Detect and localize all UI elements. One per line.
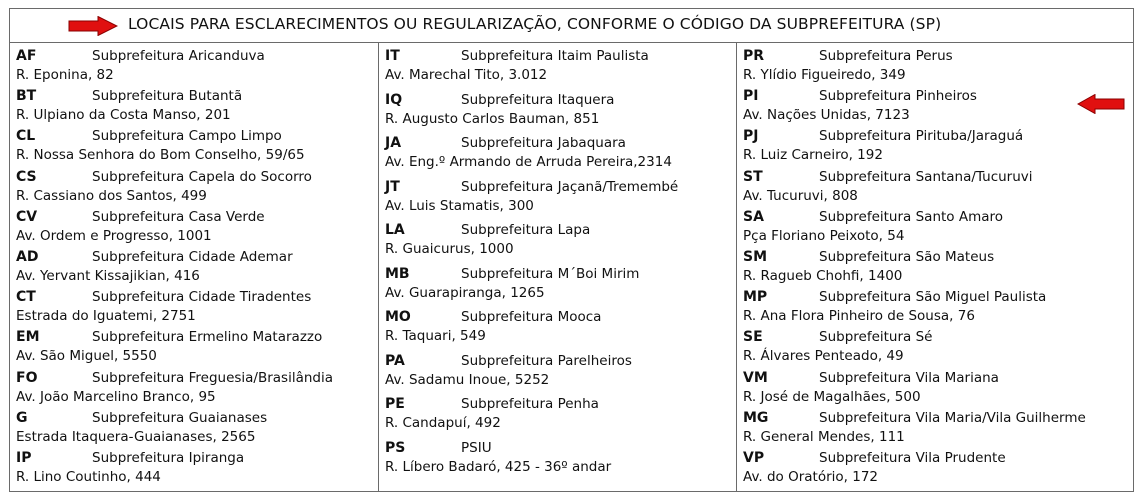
subprefeitura-name: Subprefeitura Vila Maria/Vila Guilherme: [819, 409, 1086, 426]
list-item: [16, 88, 378, 128]
subprefeitura-name: Subprefeitura Lapa: [461, 222, 591, 238]
subprefeitura-code: SA: [743, 208, 764, 225]
subprefeitura-code: VM: [743, 369, 768, 386]
list-item: [385, 266, 736, 306]
subprefeitura-code: AD: [16, 249, 39, 265]
list-item: [385, 179, 736, 219]
list-item: [743, 209, 1133, 249]
subprefeitura-code: JA: [385, 135, 402, 151]
subprefeitura-address: R. General Mendes, 111: [743, 428, 905, 445]
subprefeitura-code: PJ: [743, 128, 759, 145]
subprefeitura-address: Av. Nações Unidas, 7123: [743, 107, 910, 124]
subprefeitura-code: LA: [385, 222, 405, 238]
subprefeitura-code: PI: [743, 88, 759, 105]
subprefeitura-address: Av. São Miguel, 5550: [16, 348, 157, 365]
subprefeitura-address: Av. Tucuruvi, 808: [743, 187, 858, 204]
column-3: [737, 43, 1133, 491]
subprefeitura-address: Av. Sadamu Inoue, 5252: [385, 371, 550, 388]
subprefeitura-address: R. Ylídio Figueiredo, 349: [743, 67, 906, 83]
column-2: [379, 43, 737, 491]
subprefeitura-code: PS: [385, 439, 406, 456]
subprefeitura-address: R. Augusto Carlos Bauman, 851: [385, 110, 600, 127]
subprefeitura-code: IQ: [385, 91, 403, 108]
subprefeitura-code: MB: [385, 265, 410, 282]
subprefeitura-name: Subprefeitura Cidade Ademar: [92, 249, 293, 265]
subprefeitura-name: Subprefeitura Freguesia/Brasilândia: [92, 369, 334, 386]
subprefeitura-address: R. Ragueb Chohfi, 1400: [743, 268, 903, 284]
subprefeitura-address: R. José de Magalhães, 500: [743, 388, 921, 405]
subprefeitura-address: Pça Floriano Peixoto, 54: [743, 227, 905, 244]
subprefeitura-name: Subprefeitura São Miguel Paulista: [819, 289, 1047, 306]
subprefeitura-name: Subprefeitura Jaçanã/Tremembé: [461, 178, 679, 195]
subprefeitura-code: CT: [16, 289, 36, 306]
list-item: [743, 128, 1133, 168]
subprefeitura-address: R. Lino Coutinho, 444: [16, 469, 161, 485]
subprefeitura-name: Subprefeitura São Mateus: [819, 249, 995, 265]
subprefeitura-code: MO: [385, 309, 411, 325]
subprefeitura-name: Subprefeitura Campo Limpo: [92, 128, 282, 145]
arrow-left-icon: [1077, 94, 1125, 114]
subprefeitura-address: Av. Yervant Kissajikian, 416: [16, 268, 200, 284]
list-item: [385, 440, 736, 480]
subprefeitura-name: Subprefeitura Santana/Tucuruvi: [819, 168, 1033, 185]
subprefeitura-name: Subprefeitura Vila Prudente: [819, 450, 1006, 466]
subprefeitura-name: Subprefeitura Ermelino Matarazzo: [92, 329, 323, 346]
subprefeitura-code: SM: [743, 249, 768, 265]
subprefeitura-address: Av. João Marcelino Branco, 95: [16, 388, 216, 405]
table-title: LOCAIS PARA ESCLARECIMENTOS OU REGULARIZAÇÃO, CONFORME O CÓDIGO DA SUBPREFEITURA (SP): [128, 15, 942, 33]
subprefeitura-name: Subprefeitura Pirituba/Jaraguá: [819, 128, 1024, 145]
column-1: [10, 43, 379, 491]
subprefeitura-code: MP: [743, 289, 768, 306]
list-item: [743, 289, 1133, 329]
subprefeitura-address: Av. do Oratório, 172: [743, 469, 878, 485]
list-item: [743, 329, 1133, 369]
list-item: [385, 135, 736, 175]
subprefeitura-address: Av. Luis Stamatis, 300: [385, 197, 534, 214]
subprefeitura-address: Estrada do Iguatemi, 2751: [16, 308, 196, 325]
subprefeitura-code: SE: [743, 329, 763, 346]
subprefeitura-name: PSIU: [461, 439, 492, 456]
subprefeitura-name: Subprefeitura Itaquera: [461, 91, 615, 108]
subprefeitura-address: Av. Guarapiranga, 1265: [385, 284, 545, 301]
subprefeitura-name: Subprefeitura M´Boi Mirim: [461, 265, 640, 282]
subprefeitura-address: R. Líbero Badaró, 425 - 36º andar: [385, 458, 612, 475]
subprefeitura-code: VP: [743, 450, 765, 466]
subprefeitura-name: Subprefeitura Jabaquara: [461, 135, 626, 151]
list-item: [16, 48, 378, 88]
subprefeitura-name: Subprefeitura Perus: [819, 48, 953, 64]
list-item: [16, 249, 378, 289]
subprefeitura-name: Subprefeitura Pinheiros: [819, 88, 977, 105]
list-item: [385, 396, 736, 436]
list-item: [743, 249, 1133, 289]
list-item: [16, 450, 378, 490]
subprefeitura-name: Subprefeitura Cidade Tiradentes: [92, 289, 312, 306]
subprefeitura-code: CS: [16, 168, 37, 185]
subprefeitura-code: PA: [385, 352, 405, 369]
list-item: [16, 289, 378, 329]
subprefeitura-address: R. Nossa Senhora do Bom Conselho, 59/65: [16, 147, 305, 164]
subprefeitura-name: Subprefeitura Mooca: [461, 309, 602, 325]
list-item: [385, 309, 736, 349]
subprefeitura-code: EM: [16, 329, 40, 346]
subprefeitura-address: R. Candapuí, 492: [385, 415, 501, 431]
subprefeitura-name: Subprefeitura Santo Amaro: [819, 208, 1004, 225]
subprefeitura-address: R. Cassiano dos Santos, 499: [16, 187, 207, 204]
list-item: [16, 370, 378, 410]
subprefeitura-code: BT: [16, 88, 37, 105]
subprefeitura-address: R. Ana Flora Pinheiro de Sousa, 76: [743, 308, 975, 325]
subprefeitura-code: ST: [743, 168, 763, 185]
subprefeitura-name: Subprefeitura Guaianases: [92, 409, 268, 426]
subprefeitura-code: FO: [16, 369, 38, 386]
list-item: [743, 88, 1133, 128]
list-item: [385, 92, 736, 132]
subprefeitura-address: Av. Marechal Tito, 3.012: [385, 67, 548, 83]
subprefeitura-address: Av. Eng.º Armando de Arruda Pereira,2314: [385, 154, 672, 170]
list-item: [16, 169, 378, 209]
subprefeitura-address: R. Eponina, 82: [16, 67, 114, 83]
subprefeitura-name: Subprefeitura Parelheiros: [461, 352, 632, 369]
subprefeitura-code: IT: [385, 48, 400, 64]
list-item: [16, 209, 378, 249]
subprefeitura-address: R. Álvares Penteado, 49: [743, 348, 904, 365]
subprefeitura-address: R. Luiz Carneiro, 192: [743, 147, 883, 164]
subprefeitura-code: G: [16, 409, 28, 426]
list-item: [743, 410, 1133, 450]
list-item: [16, 128, 378, 168]
table-header: [10, 9, 1133, 43]
list-item: [743, 169, 1133, 209]
subprefeitura-address: R. Ulpiano da Costa Manso, 201: [16, 107, 231, 124]
subprefeitura-code: CL: [16, 128, 36, 145]
list-item: [16, 410, 378, 450]
list-item: [743, 450, 1133, 490]
subprefeitura-address: R. Guaicurus, 1000: [385, 241, 514, 257]
subprefeitura-code: IP: [16, 450, 32, 466]
subprefeitura-name: Subprefeitura Vila Mariana: [819, 369, 999, 386]
subprefeitura-address: Estrada Itaquera-Guaianases, 2565: [16, 428, 256, 445]
subprefeitura-code: PE: [385, 396, 405, 412]
list-item: [743, 48, 1133, 88]
subprefeitura-name: Subprefeitura Sé: [819, 329, 933, 346]
subprefeitura-code: MG: [743, 409, 769, 426]
subprefeitura-code: PR: [743, 48, 765, 64]
subprefeitura-code: AF: [16, 48, 37, 64]
subprefeitura-name: Subprefeitura Aricanduva: [92, 48, 265, 64]
subprefeitura-table: [9, 8, 1134, 492]
subprefeitura-name: Subprefeitura Penha: [461, 396, 599, 412]
list-item: [16, 329, 378, 369]
list-item: [385, 222, 736, 262]
subprefeitura-name: Subprefeitura Butantã: [92, 88, 243, 105]
subprefeitura-name: Subprefeitura Casa Verde: [92, 208, 265, 225]
subprefeitura-name: Subprefeitura Capela do Socorro: [92, 168, 312, 185]
subprefeitura-code: CV: [16, 208, 38, 225]
list-item: [743, 370, 1133, 410]
list-item: [385, 48, 736, 88]
subprefeitura-name: Subprefeitura Ipiranga: [92, 450, 245, 466]
arrow-right-icon: [68, 16, 118, 36]
subprefeitura-name: Subprefeitura Itaim Paulista: [461, 48, 649, 64]
subprefeitura-code: JT: [385, 178, 400, 195]
subprefeitura-address: Av. Ordem e Progresso, 1001: [16, 227, 212, 244]
list-item: [385, 353, 736, 393]
subprefeitura-address: R. Taquari, 549: [385, 328, 486, 344]
